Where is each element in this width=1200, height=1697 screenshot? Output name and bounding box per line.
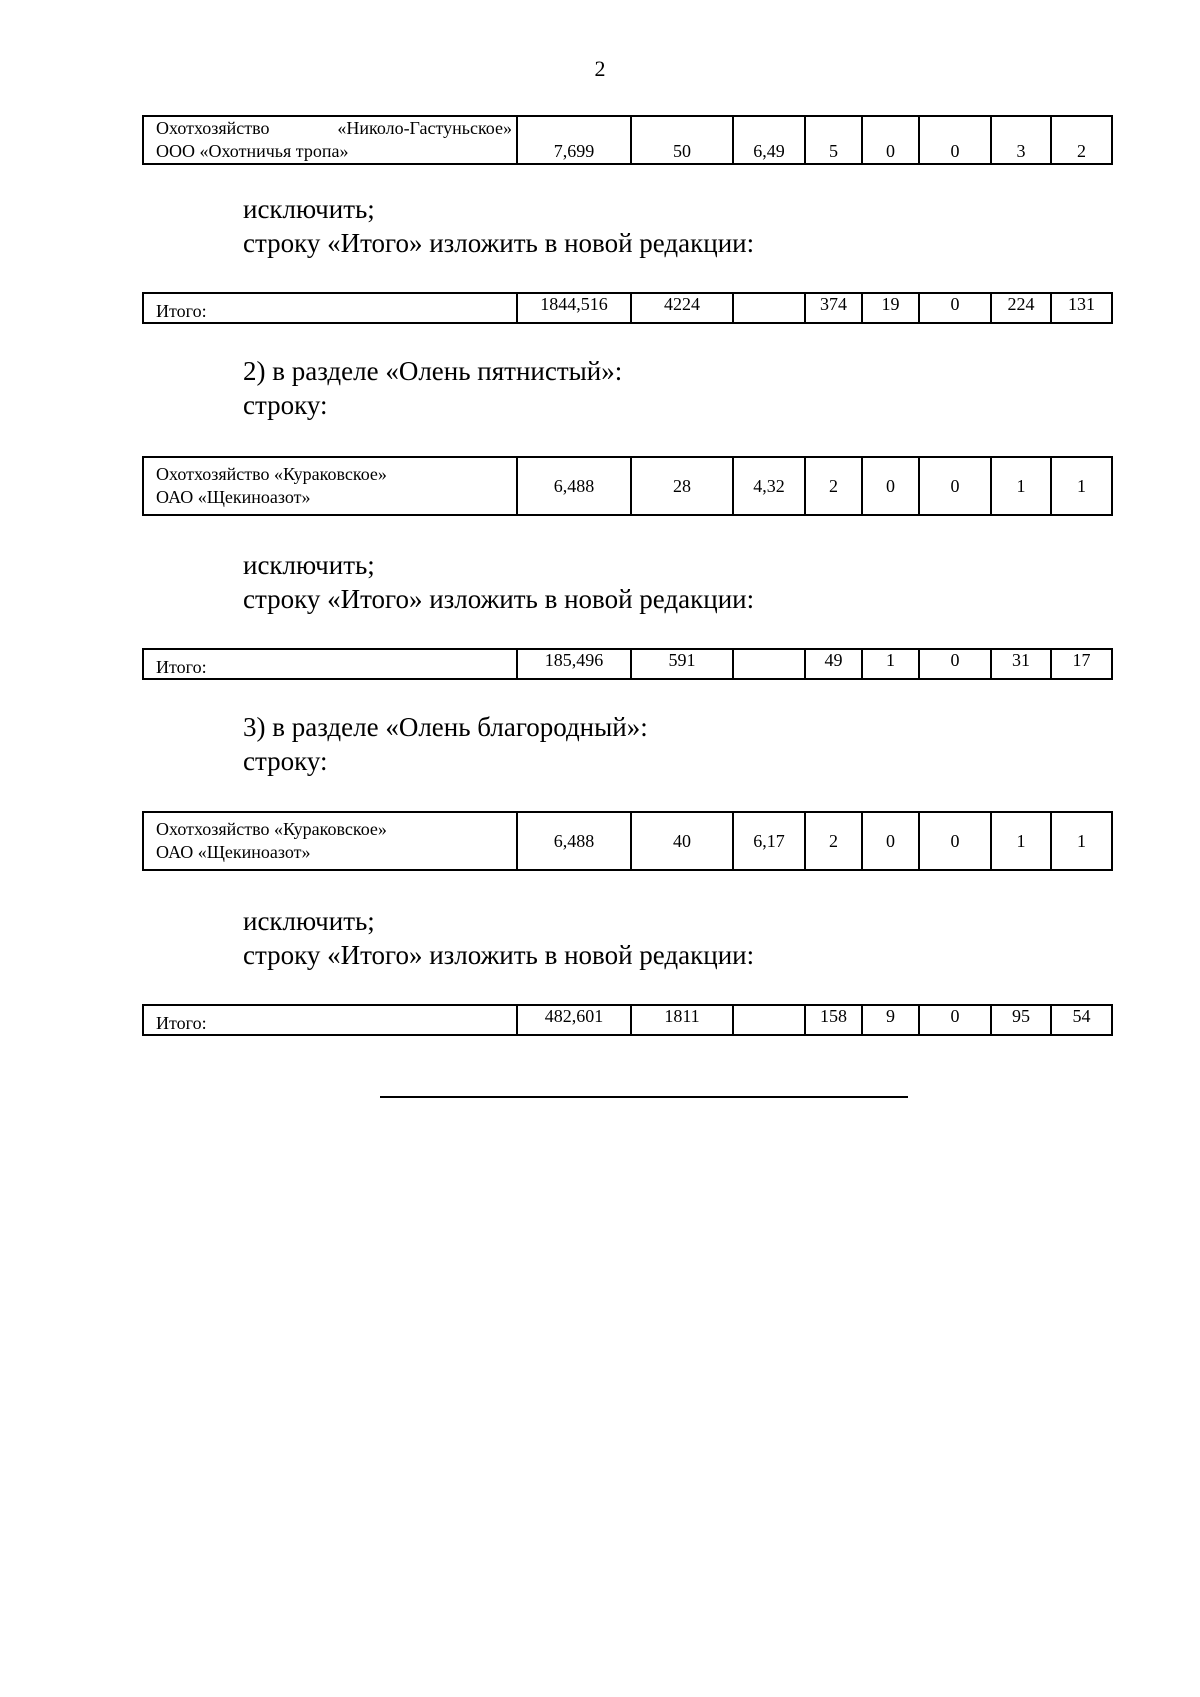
table-removed-row-2 xyxy=(142,456,1113,516)
table-removed-row-3 xyxy=(142,811,1113,871)
name-line: ОАО «Щекиноазот» xyxy=(156,842,311,862)
table-cell: 9 xyxy=(862,1005,919,1035)
table-cell: 1844,516 xyxy=(517,293,631,323)
paragraph-row-word: строку: xyxy=(243,390,328,420)
paragraph-restate: строку «Итого» изложить в новой редакции: xyxy=(243,584,755,614)
table-cell: 40 xyxy=(631,812,733,870)
table-total-1 xyxy=(142,292,1113,324)
table-cell: 4,32 xyxy=(733,457,805,515)
table-cell: 0 xyxy=(862,116,919,164)
table-cell: 185,496 xyxy=(517,649,631,679)
section-heading: 3) в разделе «Олень благородный»: xyxy=(243,712,648,742)
hunting-ground-name xyxy=(143,116,517,164)
table-cell: 7,699 xyxy=(517,116,631,164)
table-cell xyxy=(733,293,805,323)
table-cell: 0 xyxy=(919,812,991,870)
table-cell: 0 xyxy=(862,457,919,515)
table-cell: 49 xyxy=(805,649,862,679)
name-line: Охотхозяйство «Николо-Гастуньское» xyxy=(156,118,512,138)
table-cell xyxy=(733,1005,805,1035)
table-cell: 374 xyxy=(805,293,862,323)
table-row xyxy=(143,649,1112,679)
table-cell: 5 xyxy=(805,116,862,164)
table-cell: 158 xyxy=(805,1005,862,1035)
total-label: Итого: xyxy=(143,649,517,679)
table-cell: 1 xyxy=(1051,812,1112,870)
table-cell: 1 xyxy=(862,649,919,679)
table-row xyxy=(143,812,1112,870)
table-cell: 2 xyxy=(805,812,862,870)
table-cell: 591 xyxy=(631,649,733,679)
table-cell: 482,601 xyxy=(517,1005,631,1035)
table-cell: 95 xyxy=(991,1005,1051,1035)
name-line: ООО «Охотничья тропа» xyxy=(156,141,349,161)
paragraph-exclude: исключить; xyxy=(243,550,375,580)
table-cell: 2 xyxy=(805,457,862,515)
table-cell: 28 xyxy=(631,457,733,515)
table-cell: 0 xyxy=(919,1005,991,1035)
table-row xyxy=(143,1005,1112,1035)
table-cell: 6,488 xyxy=(517,457,631,515)
table-cell: 1 xyxy=(1051,457,1112,515)
name-line: Охотхозяйство «Кураковское» xyxy=(156,464,387,484)
table-cell: 0 xyxy=(919,649,991,679)
table-cell: 1811 xyxy=(631,1005,733,1035)
table-cell: 19 xyxy=(862,293,919,323)
table-cell: 54 xyxy=(1051,1005,1112,1035)
table-cell: 6,17 xyxy=(733,812,805,870)
table-total-2 xyxy=(142,648,1113,680)
table-cell: 17 xyxy=(1051,649,1112,679)
table-cell: 6,49 xyxy=(733,116,805,164)
paragraph-restate: строку «Итого» изложить в новой редакции: xyxy=(243,228,755,258)
table-cell: 1 xyxy=(991,457,1051,515)
table-removed-row-1 xyxy=(142,115,1113,165)
paragraph-exclude: исключить; xyxy=(243,906,375,936)
table-row xyxy=(143,293,1112,323)
table-cell: 3 xyxy=(991,116,1051,164)
paragraph-row-word: строку: xyxy=(243,746,328,776)
end-divider-line xyxy=(380,1096,908,1098)
paragraph-exclude: исключить; xyxy=(243,194,375,224)
table-total-3 xyxy=(142,1004,1113,1036)
table-cell: 2 xyxy=(1051,116,1112,164)
table-cell xyxy=(733,649,805,679)
table-cell: 50 xyxy=(631,116,733,164)
table-cell: 1 xyxy=(991,812,1051,870)
table-cell: 0 xyxy=(862,812,919,870)
table-cell: 224 xyxy=(991,293,1051,323)
table-cell: 4224 xyxy=(631,293,733,323)
table-row xyxy=(143,457,1112,515)
paragraph-restate: строку «Итого» изложить в новой редакции: xyxy=(243,940,755,970)
hunting-ground-name xyxy=(143,457,517,515)
table-cell: 131 xyxy=(1051,293,1112,323)
name-line: Охотхозяйство «Кураковское» xyxy=(156,819,387,839)
table-cell: 0 xyxy=(919,293,991,323)
name-line: ОАО «Щекиноазот» xyxy=(156,487,311,507)
table-cell: 31 xyxy=(991,649,1051,679)
table-cell: 6,488 xyxy=(517,812,631,870)
page-number: 2 xyxy=(594,56,606,81)
section-heading: 2) в разделе «Олень пятнистый»: xyxy=(243,356,623,386)
total-label: Итого: xyxy=(143,1005,517,1035)
table-cell: 0 xyxy=(919,457,991,515)
table-row xyxy=(143,116,1112,164)
table-cell: 0 xyxy=(919,116,991,164)
total-label: Итого: xyxy=(143,293,517,323)
hunting-ground-name xyxy=(143,812,517,870)
